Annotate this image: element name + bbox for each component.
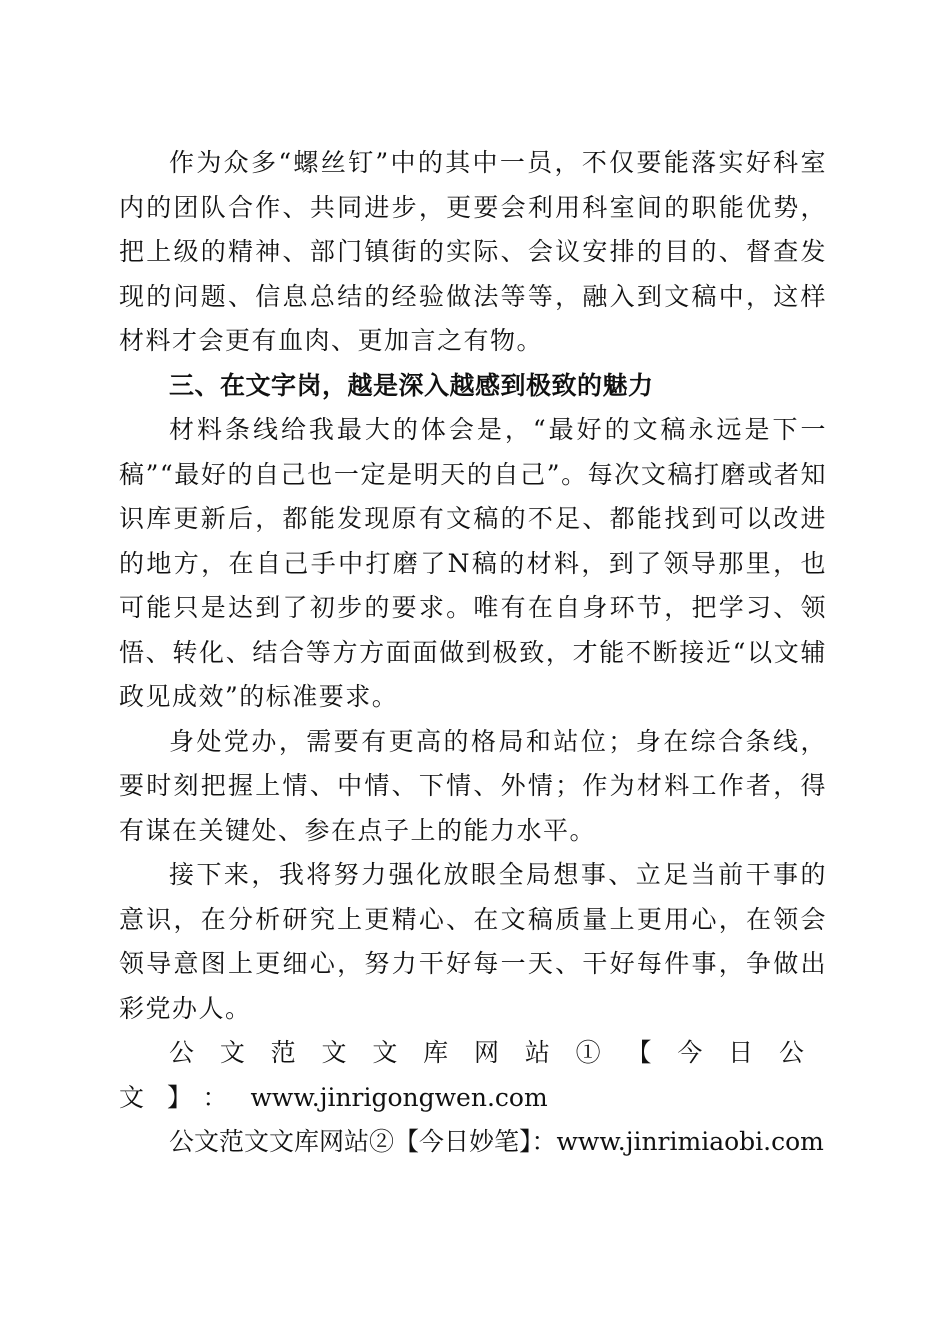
section-heading-three: 三、在文字岗，越是深入越感到极致的魅力 <box>169 370 654 400</box>
footer-site-1-label: 公文范文文库网站①【今日公文】： <box>119 1038 827 1112</box>
paragraph-screw-role: 作为众多“螺丝钉”中的其中一员，不仅要能落实好科室内的团队合作、共同进步，更要会利用科室间的职能优势，把上级的精神、部门镇街的实际、会议安排的目的、督查发现的问题、信息总结的经验做法等等，融入到文稿中，这样材料才会更有血肉、更加言之有物。 <box>119 148 827 355</box>
paragraph-party-office: 身处党办，需要有更高的格局和站位；身在综合条线，要时刻把握上情、中情、下情、外情；作为材料工作者，得有谋在关键处、参在点子上的能力水平。 <box>119 726 827 845</box>
document-body <box>119 141 827 1165</box>
footer-site-2-label: 公文范文文库网站②【今日妙笔】： <box>169 1127 557 1156</box>
paragraph-next-steps: 接下来，我将努力强化放眼全局想事、立足当前干事的意识，在分析研究上更精心、在文稿质量上更用心，在领会领导意图上更细心，努力干好每一天、干好每件事，争做出彩党办人。 <box>119 860 827 1023</box>
footer-site-1 <box>119 1031 827 1120</box>
footer-site-2 <box>119 1120 827 1165</box>
paragraph-material-experience: 材料条线给我最大的体会是，“最好的文稿永远是下一稿”“最好的自己也一定是明天的自己”。每次文稿打磨或者知识库更新后，都能发现原有文稿的不足、都能找到可以改进的地方，在自己手中打磨了N稿的材料，到了领导那里，也可能只是达到了初步的要求。唯有在自身环节，把学习、领悟、转化、结合等方方面面做到极致，才能不断接近“以文辅政见成效”的标准要求。 <box>119 415 827 711</box>
footer-site-2-url[interactable]: www.jinrimiaobi.com <box>556 1127 824 1156</box>
footer-site-1-url[interactable]: www.jinrigongwen.com <box>250 1082 548 1112</box>
